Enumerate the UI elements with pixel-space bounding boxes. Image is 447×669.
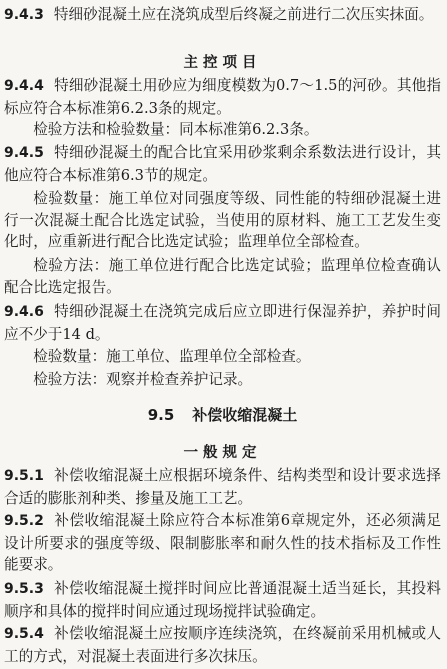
inspection-quantity-paragraph-2: 检验数量：施工单位、监理单位全部检查。 <box>33 348 311 365</box>
clause-text: 特细砂混凝土在浇筑完成后应立即进行保湿养护，养护时间应不少于14 d。 <box>4 303 441 343</box>
clause-number: 9.5.2 <box>4 513 44 529</box>
clause-number: 9.5.3 <box>4 581 44 597</box>
clause-text: 特细砂混凝土应在浇筑成型后终凝之前进行二次压实抹面。 <box>53 6 434 23</box>
section-number: 9.5 <box>147 406 175 424</box>
clause-9-5-1 <box>4 465 441 509</box>
clause-number: 9.4.3 <box>4 7 44 23</box>
section-heading-9-5 <box>4 404 441 425</box>
inspection-paragraph: 检验方法和检验数量：同本标准第6.2.3条。 <box>33 121 319 138</box>
clause-number: 9.5.4 <box>4 626 44 642</box>
clause-text: 特细砂混凝土用砂应为细度模数为0.7～1.5的河砂。其他指标应符合本标准第6.2.3条的规定。 <box>4 77 441 117</box>
clause-9-5-4 <box>4 623 441 667</box>
subsection-heading-general: 一般规定 <box>183 444 262 461</box>
clause-number: 9.4.4 <box>4 78 44 94</box>
clause-text: 补偿收缩混凝土除应符合本标准第6章规定外，还必须满足设计所要求的强度等级、限制膨胀率和耐久性的技术指标及工作性能要求。 <box>4 512 441 573</box>
clause-number: 9.5.1 <box>4 468 44 484</box>
inspection-quantity-paragraph: 检验数量：施工单位对同强度等级、同性能的特细砂混凝土进行一次混凝土配合比选定试验，当使用的原材料、施工工艺发生变化时，应重新进行配合比选定试验；监理单位全部检查。 <box>4 190 441 250</box>
clause-9-5-2 <box>4 510 441 576</box>
clause-text: 补偿收缩混凝土应根据环境条件、结构类型和设计要求选择合适的膨胀剂种类、掺量及施工工艺。 <box>4 467 441 507</box>
clause-9-4-5 <box>4 142 441 186</box>
subsection-heading-main-control: 主控项目 <box>183 54 262 71</box>
clause-text: 补偿收缩混凝土应按顺序连续浇筑，在终凝前采用机械或人工的方式，对混凝土表面进行多次抹压。 <box>4 625 441 665</box>
clause-text: 特细砂混凝土的配合比宜采用砂浆剩余系数法进行设计，其他应符合本标准第6.3节的规定。 <box>4 144 441 184</box>
clause-text: 补偿收缩混凝土搅拌时间应比普通混凝土适当延长，其投料顺序和具体的搅拌时间应通过现场搅拌试验确定。 <box>4 580 441 620</box>
clause-number: 9.4.6 <box>4 304 44 320</box>
clause-9-4-3 <box>4 4 441 27</box>
clause-9-5-3 <box>4 578 441 622</box>
section-title: 补偿收缩混凝土 <box>192 406 298 424</box>
clause-9-4-4 <box>4 75 441 119</box>
inspection-method-paragraph-2: 检验方法：观察并检查养护记录。 <box>33 371 253 388</box>
clause-9-4-6 <box>4 301 441 345</box>
clause-number: 9.4.5 <box>4 145 44 161</box>
inspection-method-paragraph: 检验方法：施工单位进行配合比选定试验；监理单位检查确认配合比选定报告。 <box>4 257 441 296</box>
